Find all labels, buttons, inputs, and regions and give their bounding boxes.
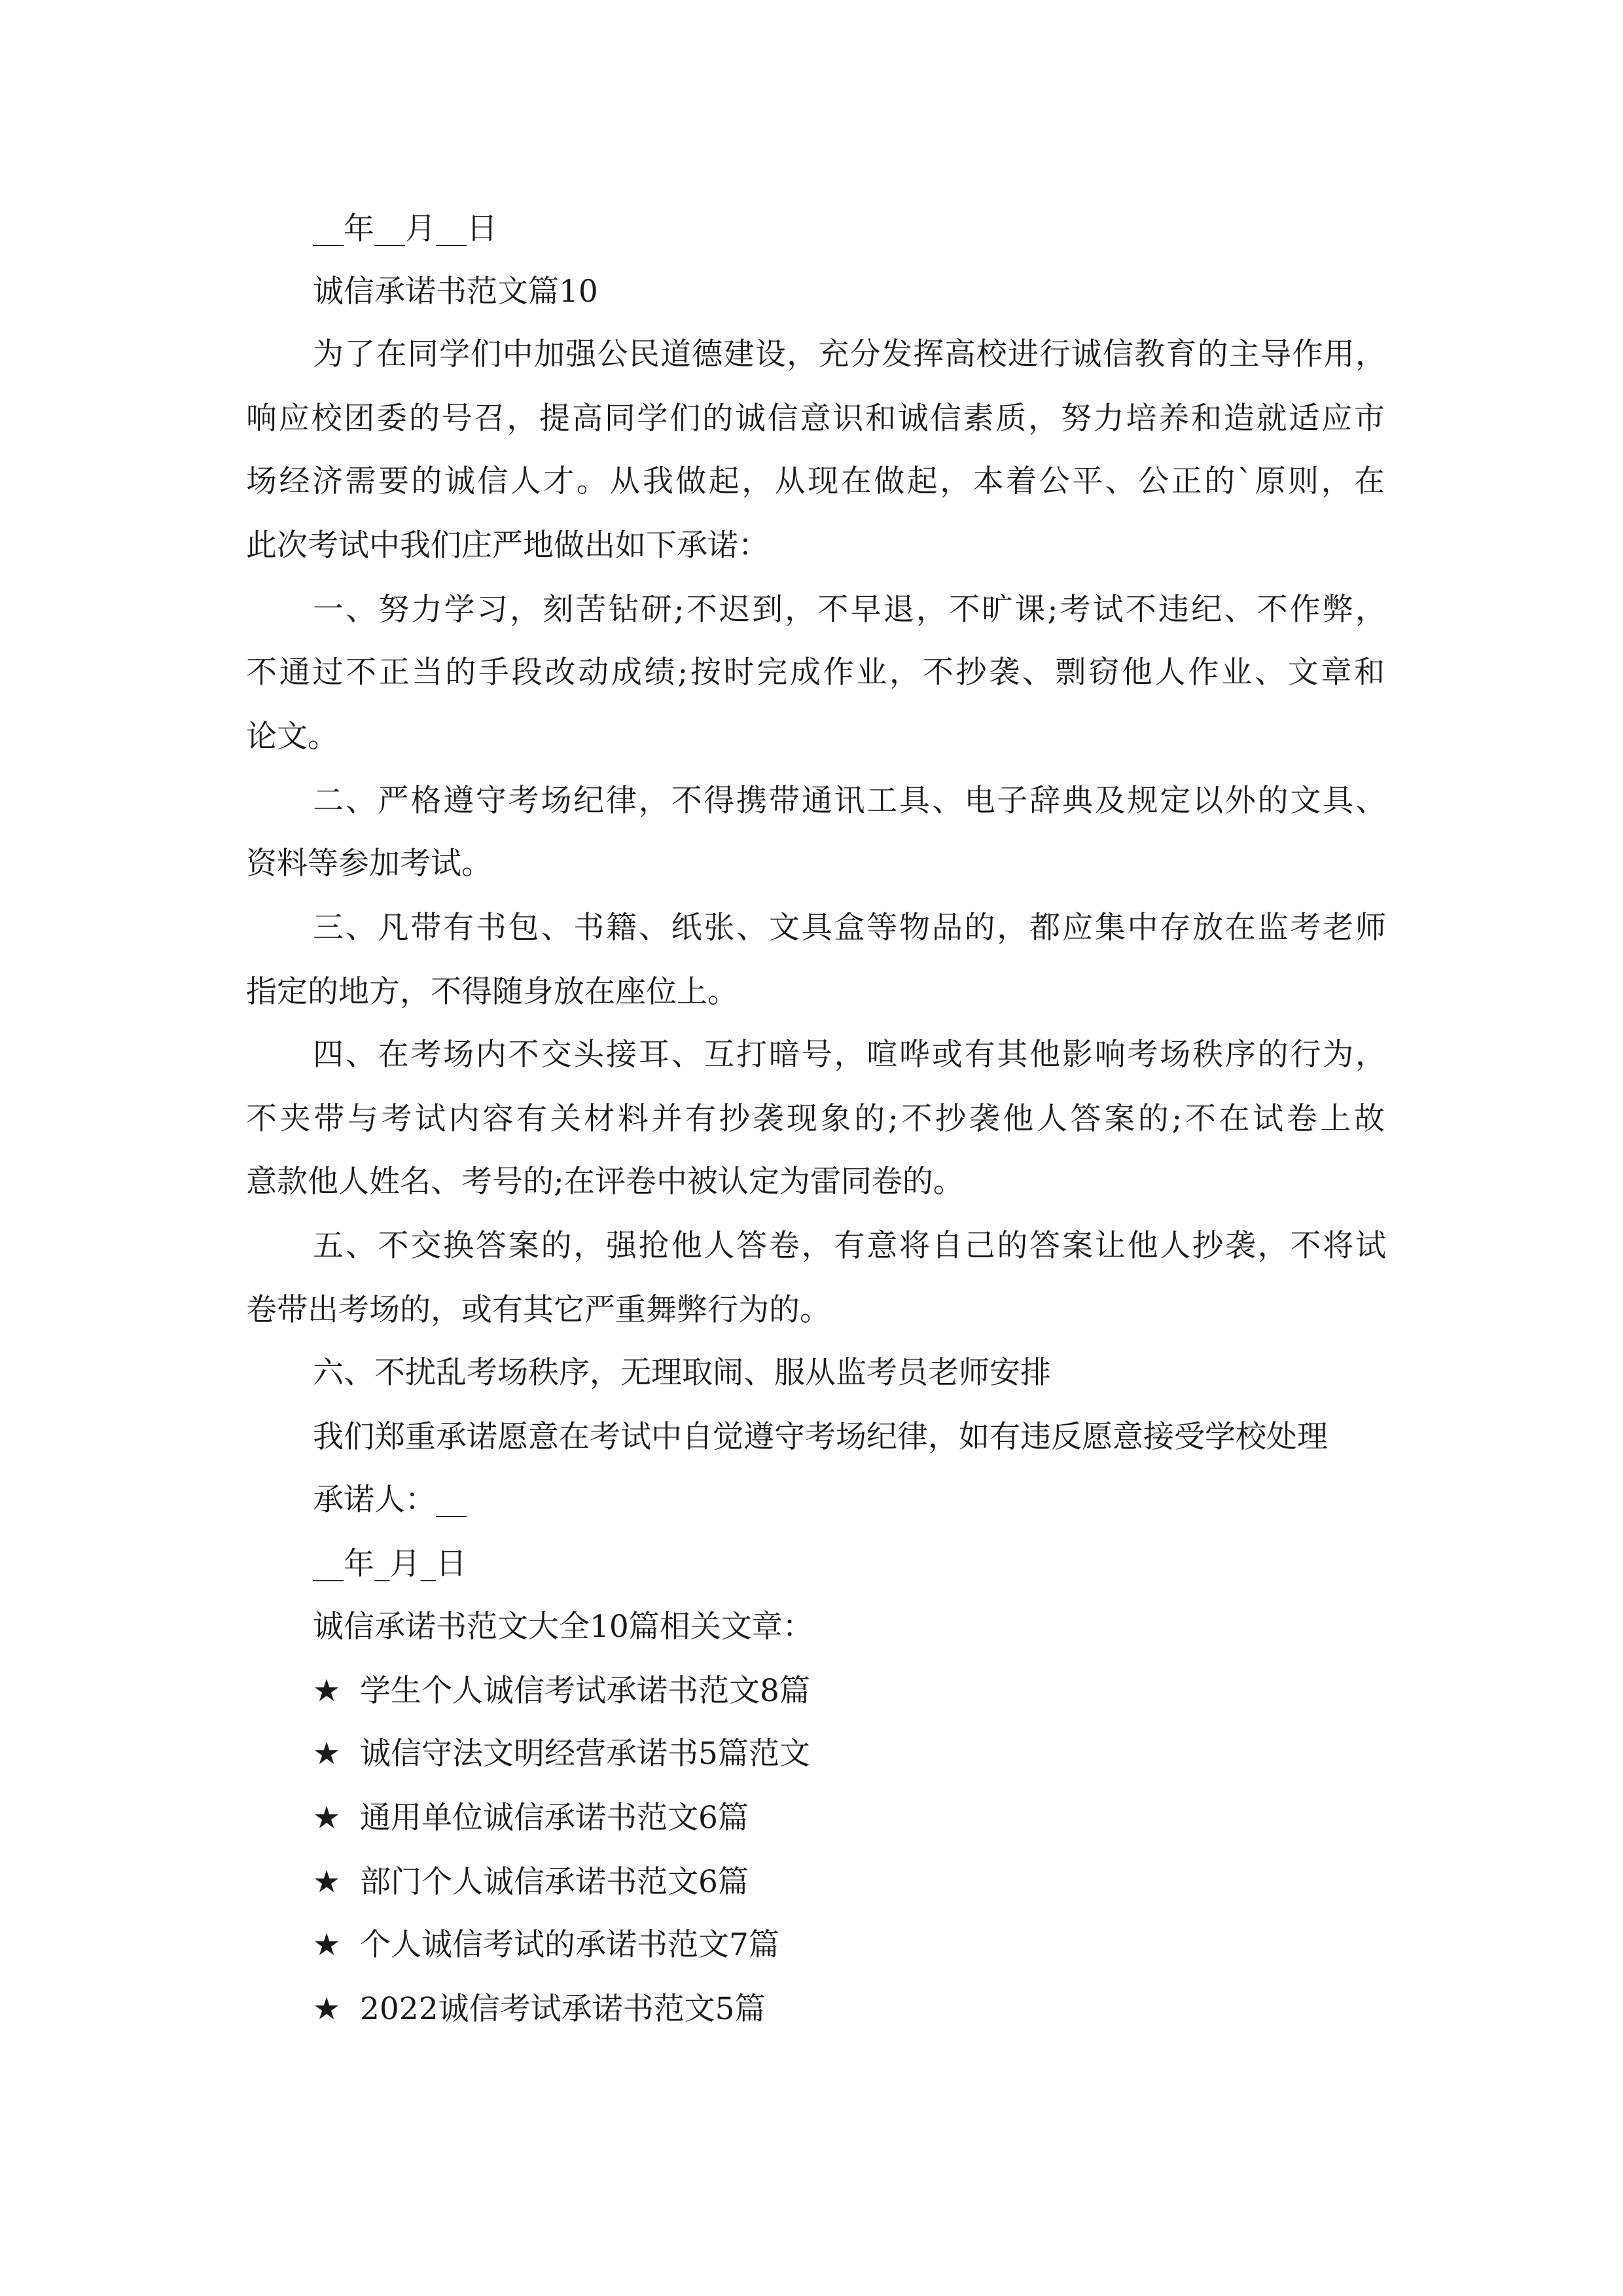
intro-line: 响应校团委的号召，提高同学们的诚信意识和诚信素质，努力培养和造就适应市 [246,401,1385,437]
related-article-link[interactable] [313,1863,1386,1902]
item-4-line: 意款他人姓名、考号的;在评卷中被认定为雷同卷的。 [246,1164,964,1200]
item-1-line: 不通过不正当的手段改动成绩;按时完成作业，不抄袭、剽窃他人作业、文章和 [246,655,1385,691]
item-4-line: 四、在考场内不交头接耳、互打暗号，喧哗或有其他影响考场秩序的行为， [313,1037,1386,1073]
star-icon: ★ [313,1927,341,1963]
section-title: 诚信承诺书范文篇10 [313,274,598,310]
related-article-link[interactable] [313,1672,1386,1711]
item-5-line: 卷带出考场的，或有其它严重舞弊行为的。 [246,1292,830,1328]
item-2-line: 二、严格遵守考场纪律，不得携带通讯工具、电子辞典及规定以外的文具、 [313,783,1386,819]
related-article-title: 2022诚信考试承诺书范文5篇 [360,1991,766,2027]
intro-line: 为了在同学们中加强公民道德建设，充分发挥高校进行诚信教育的主导作用， [313,336,1386,372]
intro-line: 此次考试中我们庄严地做出如下承诺： [246,528,769,564]
date-line-bottom: __年_月_日 [313,1546,467,1582]
item-3-line: 指定的地方，不得随身放在座位上。 [246,974,738,1010]
star-icon: ★ [313,1800,341,1836]
item-1-line: 论文。 [246,719,338,755]
related-article-link[interactable] [313,1926,1386,1965]
star-icon: ★ [313,1864,341,1900]
related-article-link[interactable] [313,1799,1386,1838]
pledge-line: 我们郑重承诺愿意在考试中自觉遵守考场纪律，如有违反愿意接受学校处理 [313,1419,1328,1455]
item-4-line: 不夹带与考试内容有关材料并有抄袭现象的;不抄袭他人答案的;不在试卷上故 [246,1101,1385,1137]
item-6-line: 六、不扰乱考场秩序，无理取闹、服从监考员老师安排 [313,1355,1051,1391]
related-article-title: 学生个人诚信考试承诺书范文8篇 [360,1673,810,1709]
item-3-line: 三、凡带有书包、书籍、纸张、文具盒等物品的，都应集中存放在监考老师 [313,910,1386,946]
related-article-link[interactable] [313,1990,1386,2029]
item-2-line: 资料等参加考试。 [246,846,492,882]
related-article-title: 诚信守法文明经营承诺书5篇范文 [360,1736,810,1772]
related-article-title: 部门个人诚信承诺书范文6篇 [360,1864,749,1900]
related-article-link[interactable] [313,1734,1386,1774]
star-icon: ★ [313,1673,341,1709]
related-article-title: 个人诚信考试的承诺书范文7篇 [360,1927,779,1963]
star-icon: ★ [313,1736,341,1772]
item-5-line: 五、不交换答案的，强抢他人答卷，有意将自己的答案让他人抄袭，不将试 [313,1228,1386,1264]
signer-line: 承诺人：__ [313,1482,467,1518]
related-heading: 诚信承诺书范文大全10篇相关文章： [313,1609,813,1645]
date-line-top: __年__月__日 [313,211,497,247]
intro-line: 场经济需要的诚信人才。从我做起，从现在做起，本着公平、公正的`原则，在 [246,463,1385,499]
related-article-title: 通用单位诚信承诺书范文6篇 [360,1800,749,1836]
star-icon: ★ [313,1991,341,2027]
item-1-line: 一、努力学习，刻苦钻研;不迟到，不早退，不旷课;考试不违纪、不作弊， [313,592,1386,628]
